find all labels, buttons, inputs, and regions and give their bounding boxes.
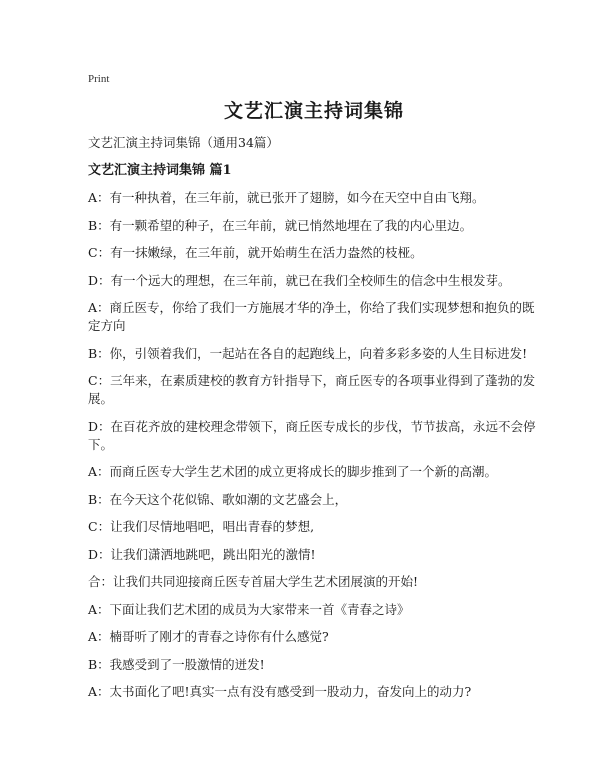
paragraph-list <box>88 189 540 701</box>
paragraph: C：让我们尽情地唱吧，唱出青春的梦想, <box>88 519 315 534</box>
paragraph: D：有一个远大的理想，在三年前，就已在我们全校师生的信念中生根发芽。 <box>88 272 511 288</box>
print-link[interactable]: Print <box>88 73 110 85</box>
paragraph: B：在今天这个花似锦、歌如潮的文艺盛会上， <box>88 491 348 507</box>
paragraph: B：你，引领着我们，一起站在各自的起跑线上，向着多彩多姿的人生目标进发! <box>88 345 528 361</box>
section-heading: 文艺汇演主持词集锦 篇1 <box>88 163 232 178</box>
paragraph: B：有一颗希望的种子，在三年前，就已悄然地埋在了我的内心里边。 <box>88 217 473 233</box>
paragraph: C：三年来，在素质建校的教育方针指导下，商丘医专的各项事业得到了蓬勃的发展。 <box>88 373 536 406</box>
paragraph: A：而商丘医专大学生艺术团的成立更将成长的脚步推到了一个新的高潮。 <box>88 464 498 479</box>
paragraph: 合：让我们共同迎接商丘医专首届大学生艺术团展演的开始! <box>88 574 419 589</box>
paragraph: B：我感受到了一股激情的迸发! <box>88 656 265 672</box>
document-subtitle: 文艺汇演主持词集锦（通用34篇） <box>88 135 279 150</box>
document-title: 文艺汇演主持词集锦 <box>223 100 404 122</box>
paragraph: A：楠哥听了刚才的青春之诗你有什么感觉? <box>88 629 329 644</box>
paragraph: A：太书面化了吧!真实一点有没有感受到一股动力，奋发向上的动力? <box>88 684 472 699</box>
paragraph: A：商丘医专，你给了我们一方施展才华的净土，你给了我们实现梦想和抱负的既定方向 <box>88 300 535 333</box>
paragraph: D：让我们潇洒地跳吧，跳出阳光的激情! <box>88 546 316 562</box>
paragraph: D：在百花齐放的建校理念带领下，商丘医专成长的步伐，节节拔高，永远不会停下。 <box>88 418 536 452</box>
paragraph: C：有一抹嫩绿，在三年前，就开始萌生在活力盎然的枝桠。 <box>88 245 423 260</box>
paragraph: A：下面让我们艺术团的成员为大家带来一首《青春之诗》 <box>88 601 410 617</box>
paragraph: A：有一种执着，在三年前，就已张开了翅膀，如今在天空中自由飞翔。 <box>88 190 485 205</box>
